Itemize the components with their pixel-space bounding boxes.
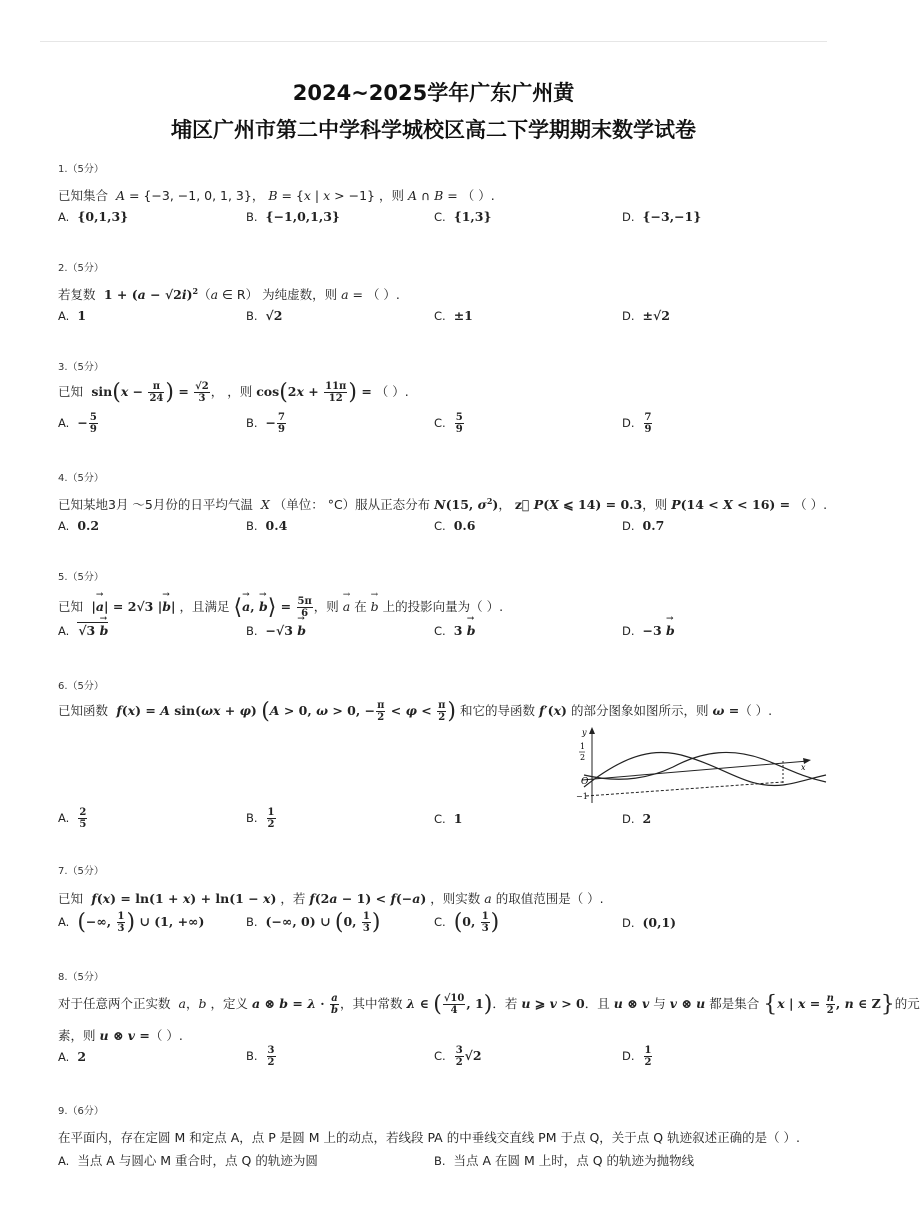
option-a[interactable]: A. 1	[58, 308, 87, 323]
option-b[interactable]: B. $\frac{3}{2}$	[246, 1045, 275, 1068]
option-b[interactable]: B. $\frac{1}{2}$	[246, 807, 275, 830]
question-9	[58, 1102, 818, 1168]
option-c[interactable]: C. 0.6	[434, 518, 476, 533]
option-d[interactable]: D. 0.7	[622, 518, 665, 533]
title-line1: 2024~2025学年广东广州黄	[292, 81, 575, 105]
option-d[interactable]: D. $\frac{1}{2}$	[622, 1045, 652, 1068]
question-head: 3.（5分）	[58, 362, 104, 373]
option-a[interactable]: A. − $\frac{5}{9}$	[58, 412, 97, 435]
option-b[interactable]: B. − $\frac{7}{9}$	[246, 412, 285, 435]
option-d[interactable]: D. ±√2	[622, 308, 670, 323]
option-c[interactable]: C. {1,3}	[434, 209, 492, 224]
question-2	[58, 259, 818, 323]
question-stem: 若复数 $1 + (a - √2i)^2(a$ ∈ R） 为纯虚数，则 a = （ ）.	[58, 285, 400, 302]
question-8	[58, 968, 920, 1068]
title-line2: 埔区广州市第二中学科学城校区高二下学期期末数学试卷	[171, 118, 696, 142]
question-head: 9.（6分）	[58, 1106, 104, 1117]
question-stem: 已知 sin(x − $\frac{\pi}{24}$ ) = $\frac{√2}{3}$ ， ，则 cos(2x + $\frac{11\pi}{12}$ ) = （ ）.	[58, 380, 409, 405]
top-divider	[40, 41, 827, 42]
option-c[interactable]: C. (0, $\frac{1}{3}$ )	[434, 910, 500, 935]
origin-label: O	[581, 777, 589, 787]
x-axis-label: x	[801, 763, 806, 772]
option-d[interactable]: D. −3 → b	[622, 623, 675, 638]
option-b[interactable]: B. {−1,0,1,3}	[246, 209, 340, 224]
question-head: 6.（5分）	[58, 681, 104, 692]
question-stem: 在平面内，存在定圆 M 和定点 A，点 P 是圆 M 上的动点，若线段 PA 的中垂线交直线 PM 于点 Q，关于点 Q 轨迹叙述正确的是（ ）.	[58, 1130, 801, 1145]
option-c[interactable]: C. 1	[434, 811, 463, 826]
question-head: 1.（5分）	[58, 164, 104, 175]
option-a[interactable]: A. (−∞, $\frac{1}{3}$ ) ∪ (1, +∞)	[58, 910, 205, 935]
option-b[interactable]: B. 0.4	[246, 518, 288, 533]
question-head: 7.（5分）	[58, 866, 104, 877]
question-stem: 已知集合 A = {−3, −1, 0, 1, 3}， B = {x | x > −1} ，则 A ∩ B = （ ）.	[58, 188, 495, 203]
tick-neg1: −1	[576, 792, 588, 801]
option-d[interactable]: D. (0,1)	[622, 915, 677, 930]
question-stem: 已知 f(x) = ln(1 + x) + ln(1 − x) ，若 f(2a − 1) < f(−a) ，则实数 a 的取值范围是（ ）.	[58, 891, 604, 906]
option-c[interactable]: C. $\frac{5}{9}$	[434, 412, 463, 435]
question-stem: 已知 |→ a| = 2√3 |→ b| ，且满足 ⟨→ a, → b⟩ = $\frac{5\pi}{6}$ ，则 → a 在 → b 上的投影向量为（ ）.	[58, 595, 503, 620]
question-head: 4.（5分）	[58, 473, 104, 484]
function-graph	[568, 727, 813, 805]
question-stem-line2: 素，则 u ⊗ v =（ ）.	[58, 1028, 183, 1043]
question-head: 5.（5分）	[58, 572, 104, 583]
option-a[interactable]: A. 0.2	[58, 518, 100, 533]
question-6	[58, 677, 818, 830]
question-1	[58, 160, 818, 224]
question-3	[58, 358, 818, 435]
option-c[interactable]: C. ±1	[434, 308, 473, 323]
option-b[interactable]: B. −√3 → b	[246, 623, 306, 638]
option-a[interactable]: A. 2	[58, 1049, 87, 1064]
option-d[interactable]: D. {−3,−1}	[622, 209, 702, 224]
question-7	[58, 862, 818, 935]
question-stem: 已知某地3月 ～5月份的日平均气温 X （单位： °C）服从正态分布 N(15, $\sigma^2$)， z⃗ P(X ⩽ 14) = 0.3，则 P(14 < X < 16) = （ ）.	[58, 495, 828, 512]
question-stem: 对于任意两个正实数 a，b ，定义 a ⊗ b = λ · $\frac{a}{b}$ ，其中常数 λ ∈ ( $\frac{√10}{4}$ , 1)．若 u ⩾ v > 0．且 u ⊗ v 与 v ⊗ u 都是集合 {x | x = $\frac{n}{2}$ , n ∈ Z}的元	[58, 992, 920, 1017]
question-head: 2.（5分）	[58, 263, 104, 274]
option-a[interactable]: A. {0,1,3}	[58, 209, 129, 224]
option-d[interactable]: D. $\frac{7}{9}$	[622, 412, 652, 435]
option-a[interactable]: A. $\frac{2}{5}$	[58, 807, 87, 830]
question-4	[58, 469, 828, 533]
y-axis-label: y	[582, 728, 587, 737]
option-d[interactable]: D. 2	[622, 811, 652, 826]
option-c[interactable]: C. $\frac{3}{2}$ √2	[434, 1045, 482, 1068]
svg-text:2: 2	[580, 753, 586, 762]
question-stem: 已知函数 f(x) = A sin(ωx + φ) (A > 0, ω > 0, − $\frac{\pi}{2}$ < φ < $\frac{\pi}{2}$ ) 和它的导函数 f′(x) 的部分图象如图所示，则 ω =（ ）.	[58, 699, 773, 724]
question-head: 8.（5分）	[58, 972, 104, 983]
question-5	[58, 568, 818, 638]
option-a[interactable]: A. √3 → b	[58, 623, 108, 638]
option-c[interactable]: C. 3 → b	[434, 623, 476, 638]
option-a[interactable]: A. 当点 A 与圆心 M 重合时，点 Q 的轨迹为圆	[58, 1153, 318, 1168]
option-b[interactable]: B. 当点 A 在圆 M 上时，点 Q 的轨迹为抛物线	[434, 1153, 695, 1168]
option-b[interactable]: B. √2	[246, 308, 283, 323]
svg-text:1: 1	[580, 742, 586, 751]
option-b[interactable]: B. (−∞, 0) ∪ (0, $\frac{1}{3}$ )	[246, 910, 381, 935]
